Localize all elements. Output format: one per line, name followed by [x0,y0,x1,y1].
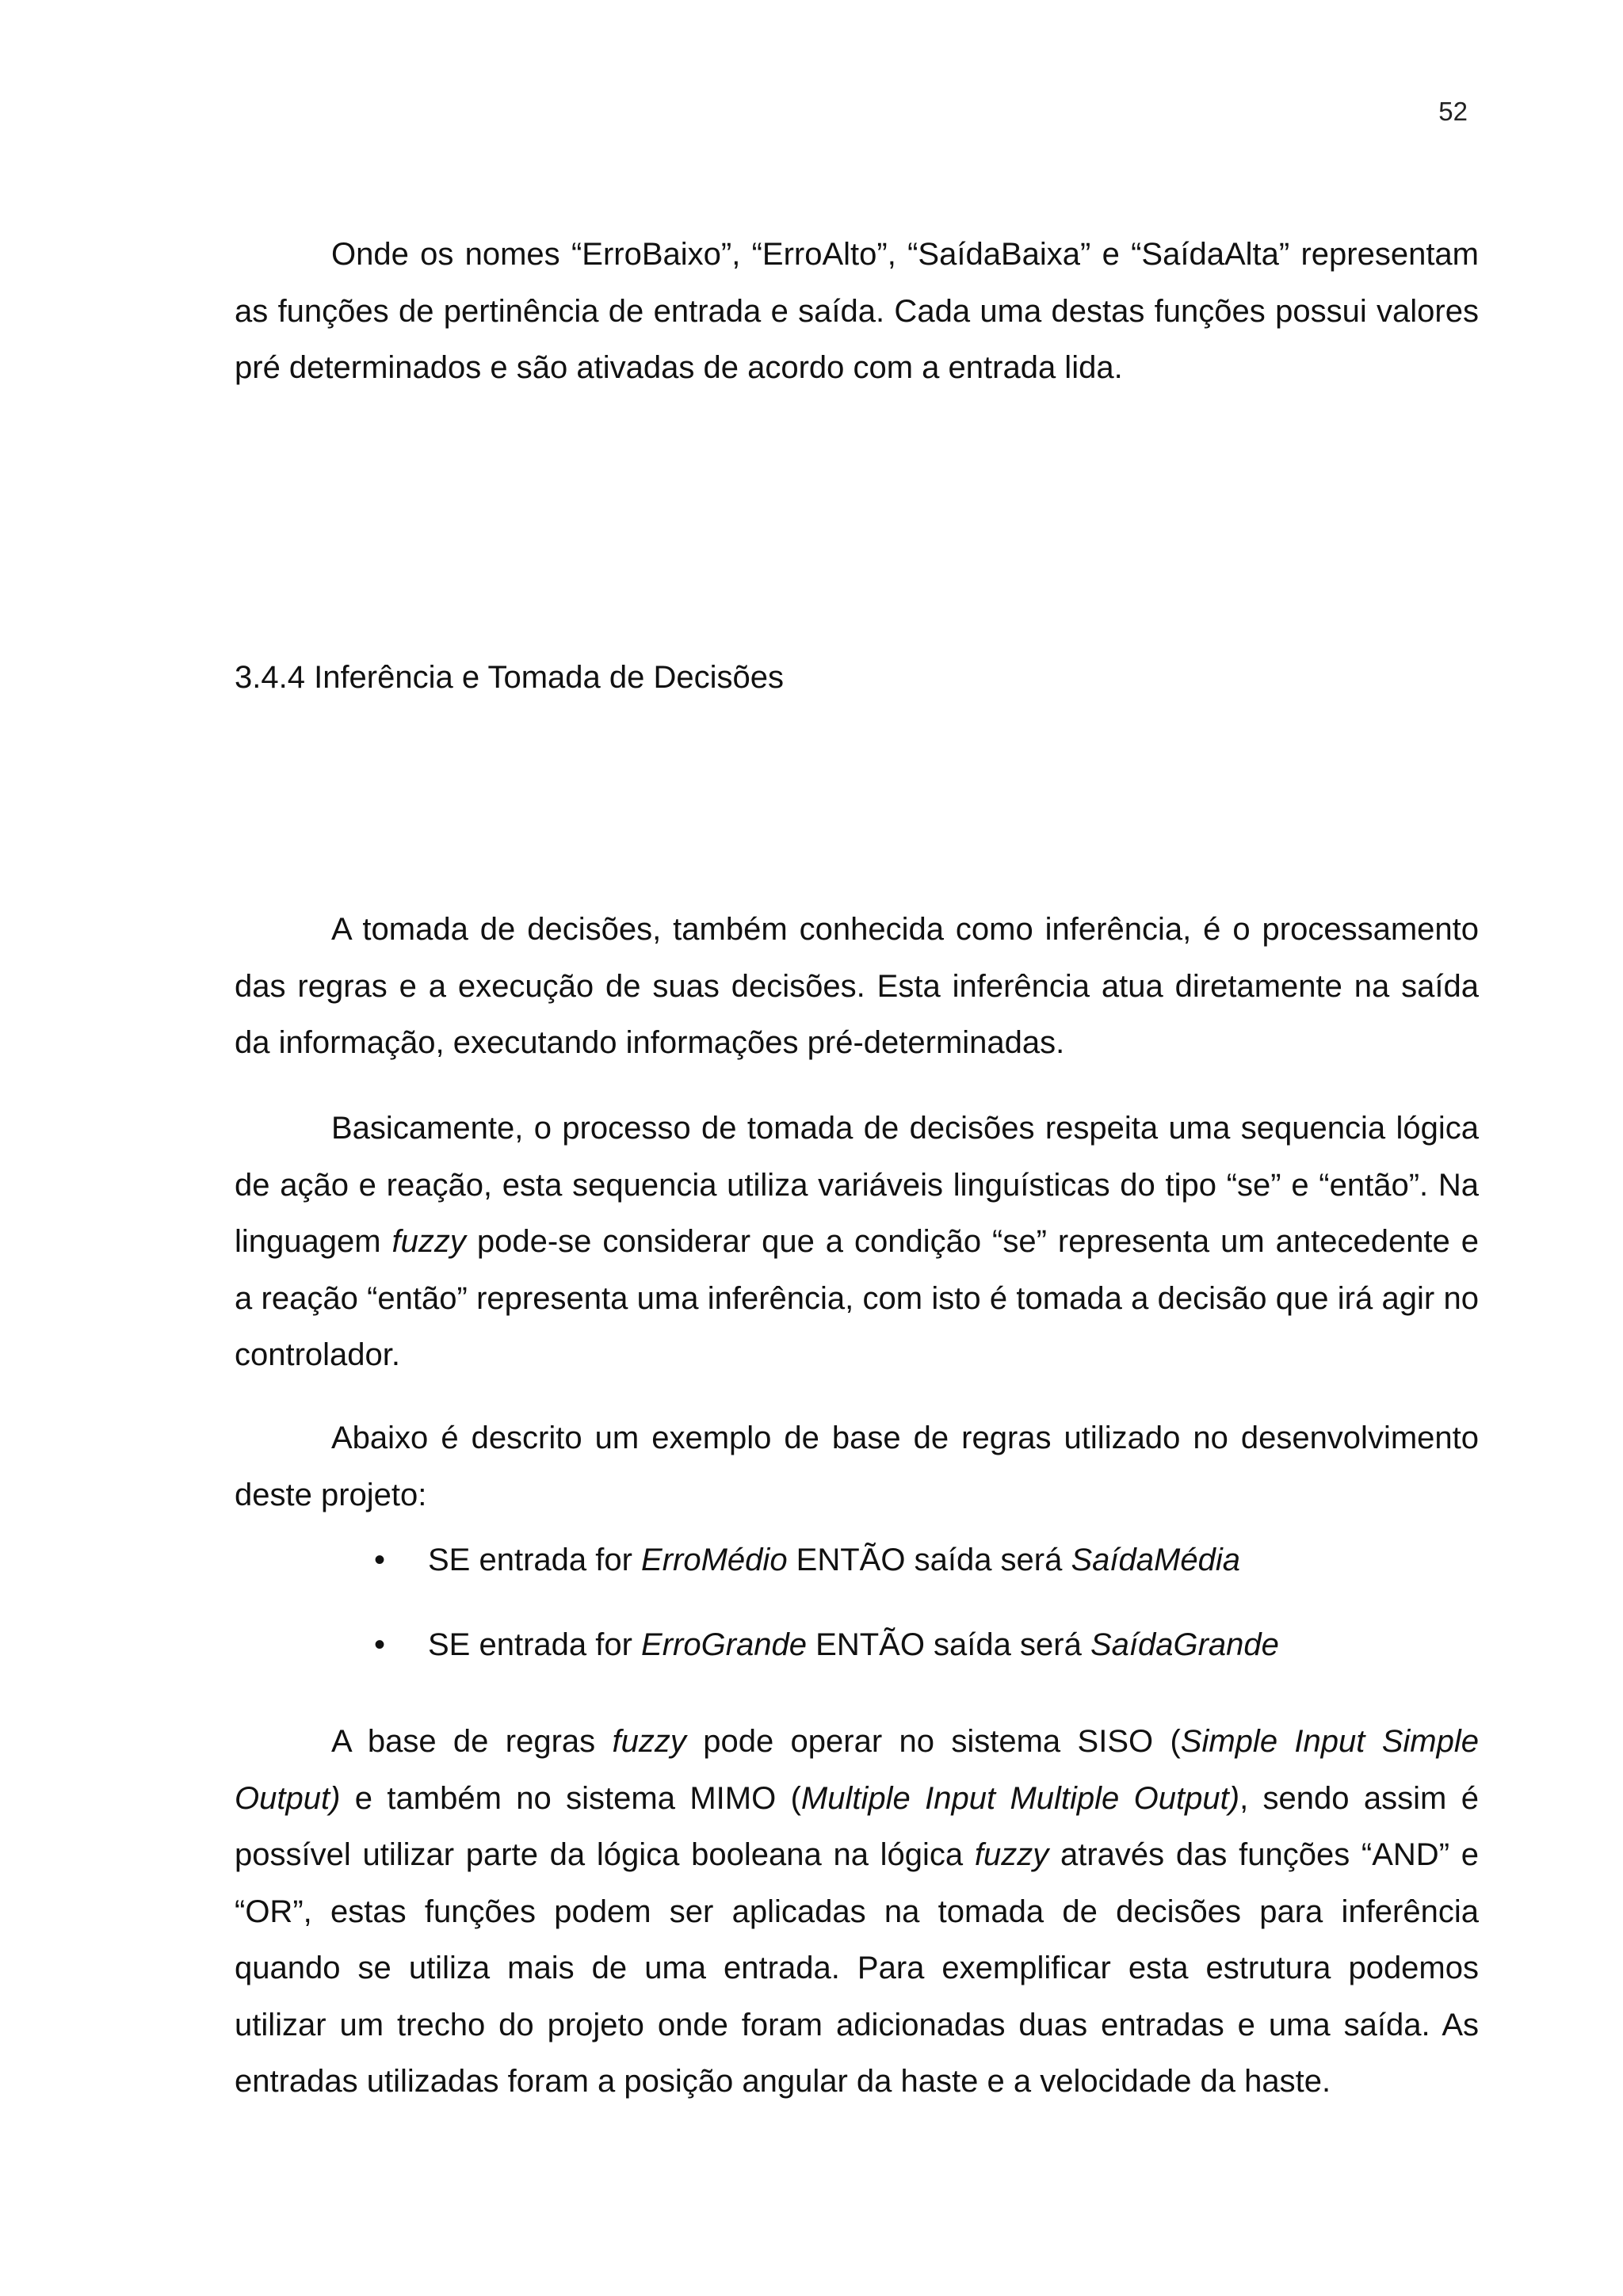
italic-term: fuzzy [391,1224,466,1259]
italic-term: Simple Input Simple Output) [235,1724,1479,1816]
paragraph-text: A tomada de decisões, também conhecida como inferência, é o processamento das regras e a execução de suas decisões. Esta inferência atua diretamente na saída da informação, executando informações pré-determinadas. [235,912,1479,1060]
paragraph-decision-process [235,1100,1479,1384]
text-run: pode-se considerar que a condição “se” representa um antecedente e a reação “então” representa uma inferência, com isto é tomada a decisão que irá agir no controlador. [235,1224,1479,1372]
paragraph-text: Onde os nomes “ErroBaixo”, “ErroAlto”, “SaídaBaixa” e “SaídaAlta” representam as funções de pertinência de entrada e saída. Cada uma destas funções possui valores pré determinados e são ativadas de acordo com a entrada lida. [235,237,1479,385]
text-run: , sendo assim é possível utilizar parte da lógica booleana na lógica [235,1780,1479,1872]
paragraph-rule-base-siso-mimo [235,1714,1479,2111]
text-run: ENTÃO saída será [787,1543,1071,1577]
rule-list [235,1540,1479,1665]
text-run: A base de regras [331,1724,613,1759]
section-heading: 3.4.4 Inferência e Tomada de Decisões [235,660,785,695]
rule-list-container [235,1540,1479,1665]
paragraph-text: Abaixo é descrito um exemplo de base de regras utilizado no desenvolvimento deste projeto: [235,1421,1479,1512]
text-run: e também no sistema MIMO ( [340,1780,801,1816]
list-item [235,1625,1479,1665]
italic-term: ErroGrande [641,1627,808,1662]
paragraph-inference-definition [235,902,1479,1072]
paragraph-text [235,1714,1479,2111]
italic-term: Multiple Input Multiple Output) [800,1780,1240,1816]
paragraph-rule-base-intro [235,1410,1479,1524]
paragraph-membership-functions [235,227,1479,397]
text-run: ENTÃO saída será [807,1627,1090,1662]
italic-term: SaídaMédia [1071,1543,1240,1577]
text-run: através das funções “AND” e “OR”, estas funções podem ser aplicadas na tomada de decisões para inferência quando se utiliza mais de uma entrada. Para exemplificar esta estrutura podemos utilizar um trecho do projeto onde foram adicionadas duas entradas e uma saída. As entradas utilizadas foram a posição angular da haste e a velocidade da haste. [235,1837,1479,2099]
text-run: SE entrada for [428,1627,642,1662]
bullet-icon: • [374,1543,386,1577]
italic-term: fuzzy [974,1837,1049,1872]
italic-term: fuzzy [612,1724,686,1759]
paragraph-text [235,1100,1479,1384]
text-run: pode operar no sistema SISO ( [685,1724,1181,1759]
text-run: SE entrada for [428,1543,642,1577]
list-item [235,1540,1479,1580]
italic-term: SaídaGrande [1090,1627,1279,1662]
page-number: 52 [1438,97,1468,126]
italic-term: ErroMédio [641,1543,788,1577]
text-run: Basicamente, o processo de tomada de decisões respeita uma sequencia lógica de ação e reação, esta sequencia utiliza variáveis linguísticas do tipo “se” e “então”. Na linguagem [235,1111,1479,1259]
bullet-icon: • [374,1627,386,1662]
